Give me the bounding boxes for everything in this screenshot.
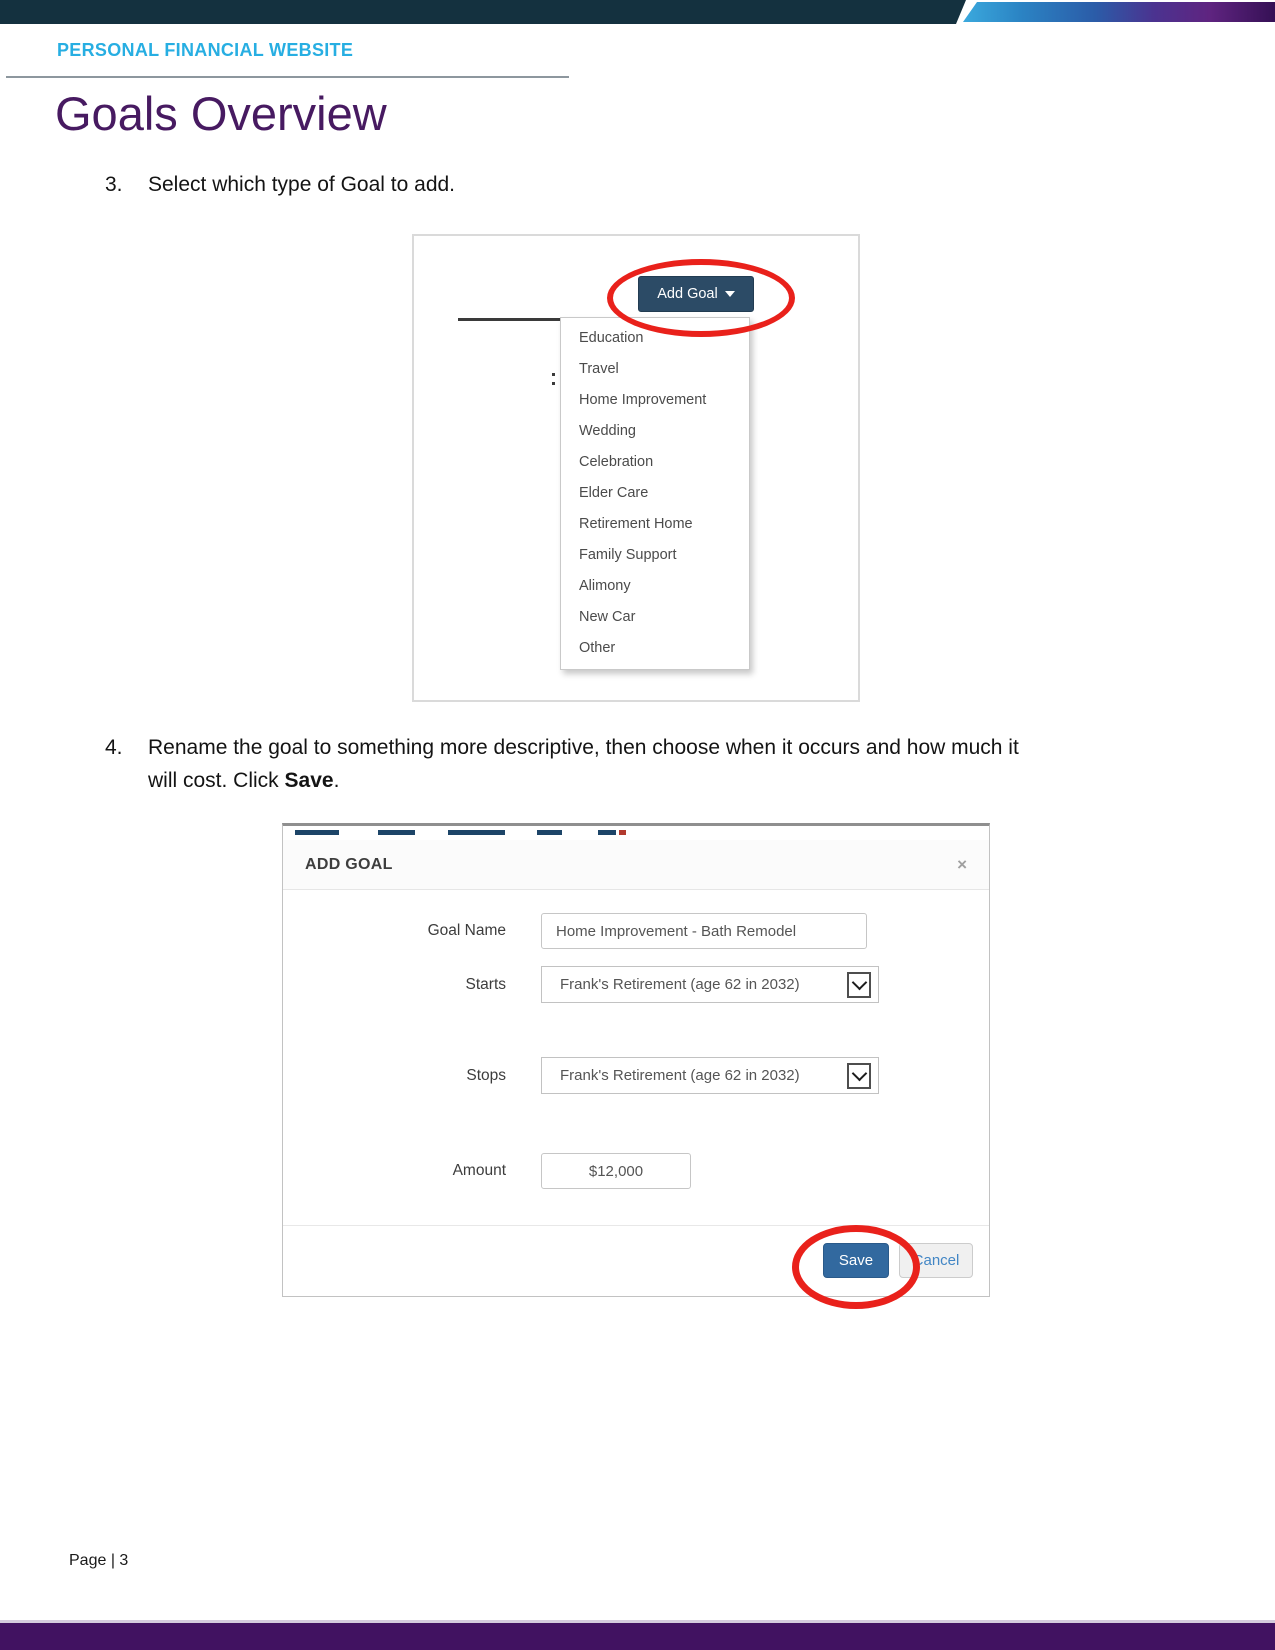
menu-item-new-car[interactable]: New Car [579,609,636,625]
starts-selected-value: Frank's Retirement (age 62 in 2032) [560,976,800,993]
close-icon[interactable]: × [957,855,967,874]
menu-item-travel[interactable]: Travel [579,361,619,377]
starts-label: Starts [465,976,506,993]
blurred-nav-fragment [448,830,505,835]
add-goal-button[interactable] [638,276,754,312]
page-title: Goals Overview [55,87,387,140]
menu-item-alimony[interactable]: Alimony [579,578,631,594]
stops-select[interactable] [541,1057,879,1094]
masthead-divider [6,76,569,78]
top-gradient-band [948,2,1275,22]
goal-name-input[interactable] [541,913,867,949]
menu-item-education[interactable]: Education [579,330,644,346]
step-4-line2: will cost. Click Save. [148,769,340,792]
blurred-nav-fragment [537,830,562,835]
menu-item-celebration[interactable]: Celebration [579,454,654,470]
step-4 [105,731,1019,797]
step-3-text: Select which type of Goal to add. [148,173,456,196]
goal-type-dropdown-menu [560,317,750,670]
menu-item-retirement-home[interactable]: Retirement Home [579,516,693,532]
step-4-text [148,731,1019,797]
stops-selected-value: Frank's Retirement (age 62 in 2032) [560,1067,800,1084]
menu-item-family-support[interactable]: Family Support [579,547,677,563]
save-keyword: Save [284,769,334,792]
select-chevron-icon [847,1063,871,1089]
menu-item-home-improvement[interactable]: Home Improvement [579,392,707,408]
step-3-number: 3. [105,173,123,196]
goal-name-label: Goal Name [427,922,506,939]
modal-title: ADD GOAL [305,856,393,873]
cropped-text-fragment [552,372,555,386]
menu-item-elder-care[interactable]: Elder Care [579,485,649,501]
cancel-button[interactable]: Cancel [899,1243,973,1278]
modal-footer-divider [283,1225,989,1226]
step-3 [105,168,455,201]
step-4-line1: Rename the goal to something more descriptive, then choose when it occurs and how much it [148,736,1019,759]
blurred-nav-fragment-red [619,830,626,835]
amount-input[interactable] [541,1153,691,1189]
stops-label: Stops [466,1067,506,1084]
modal-header [283,840,989,890]
menu-item-wedding[interactable]: Wedding [579,423,636,439]
brand-heading: PERSONAL FINANCIAL WEBSITE [57,40,354,60]
amount-label: Amount [452,1162,506,1179]
caret-down-icon [725,291,735,297]
blurred-nav-fragment [598,830,616,835]
page-number: Page | 3 [69,1552,129,1569]
step-4-number: 4. [105,736,123,759]
blurred-nav-fragment [295,830,339,835]
starts-select[interactable] [541,966,879,1003]
tab-underline-fragment [458,318,562,321]
save-button[interactable]: Save [823,1243,889,1278]
blurred-nav-fragment [378,830,415,835]
add-goal-button-label: Add Goal [657,286,718,302]
footer-purple-bar [0,1623,1275,1650]
menu-item-other[interactable]: Other [579,640,616,656]
select-chevron-icon [847,972,871,998]
screenshot-add-goal-modal [282,823,990,1297]
screenshot-add-goal-dropdown [412,234,860,702]
